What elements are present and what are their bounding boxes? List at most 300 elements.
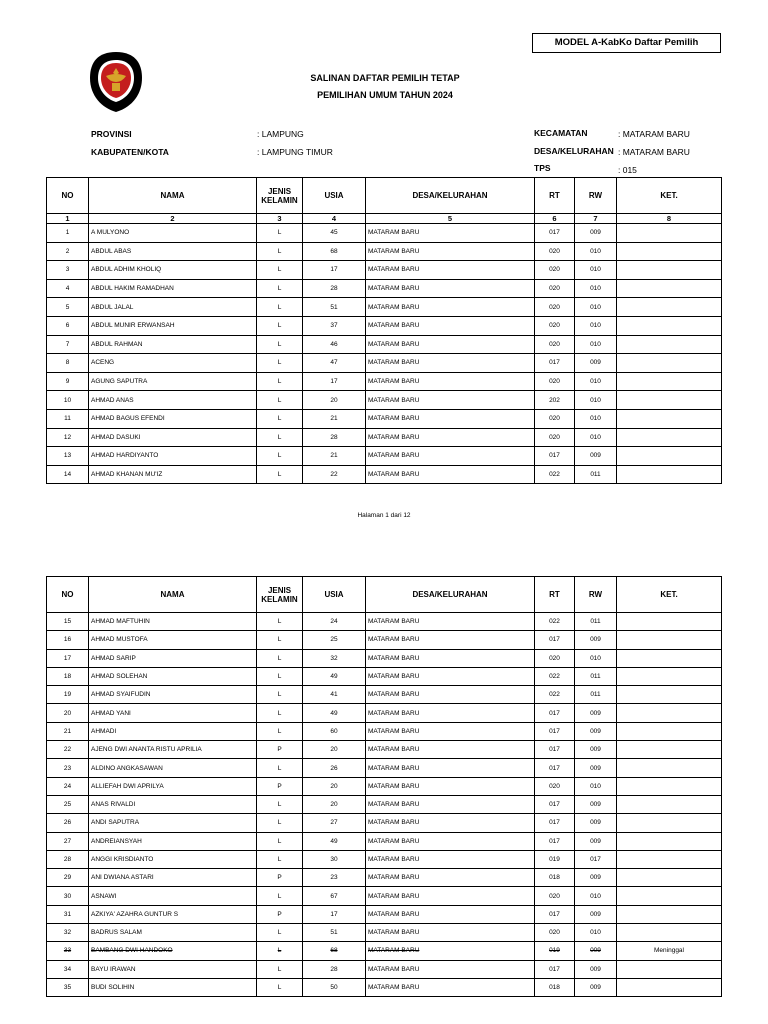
table-row: [47, 242, 722, 261]
table-row: [47, 261, 722, 280]
cell-rw: 010: [575, 242, 617, 261]
table-row: [47, 372, 722, 391]
cell-desa: MATARAM BARU: [366, 335, 535, 354]
cell-usia: 24: [303, 613, 366, 631]
cell-no: 35: [47, 978, 89, 996]
column-index: 6: [535, 214, 575, 224]
cell-desa: MATARAM BARU: [366, 465, 535, 484]
cell-jenis-kelamin: L: [257, 316, 303, 335]
cell-ket: [617, 428, 722, 447]
cell-usia: 49: [303, 832, 366, 850]
cell-nama: AHMAD ANAS: [89, 391, 257, 410]
cell-ket: [617, 279, 722, 298]
header-no: NO: [47, 178, 89, 214]
table-row: [47, 741, 722, 759]
cell-rt: 018: [535, 869, 575, 887]
cell-rt: 017: [535, 354, 575, 373]
header-desa: DESA/KELURAHAN: [366, 577, 535, 613]
cell-nama: AGUNG SAPUTRA: [89, 372, 257, 391]
kecamatan-label: KECAMATAN: [534, 128, 588, 138]
cell-nama: ANDI SAPUTRA: [89, 814, 257, 832]
cell-jenis-kelamin: L: [257, 465, 303, 484]
cell-nama: AHMAD DASUKI: [89, 428, 257, 447]
cell-rt: 022: [535, 465, 575, 484]
cell-usia: 17: [303, 905, 366, 923]
cell-rw: 009: [575, 942, 617, 960]
cell-nama: ABDUL RAHMAN: [89, 335, 257, 354]
cell-ket: [617, 613, 722, 631]
table-row: [47, 722, 722, 740]
cell-rt: 020: [535, 261, 575, 280]
cell-rt: 017: [535, 759, 575, 777]
table-row: [47, 960, 722, 978]
cell-rt: 022: [535, 613, 575, 631]
cell-nama: AHMADI: [89, 722, 257, 740]
cell-rt: 020: [535, 649, 575, 667]
cell-no: 31: [47, 905, 89, 923]
cell-rt: 018: [535, 978, 575, 996]
cell-no: 2: [47, 242, 89, 261]
cell-ket: [617, 667, 722, 685]
cell-rt: 017: [535, 722, 575, 740]
cell-rw: 010: [575, 428, 617, 447]
table-row: [47, 795, 722, 813]
cell-usia: 21: [303, 409, 366, 428]
cell-usia: 20: [303, 777, 366, 795]
table-row: [47, 814, 722, 832]
cell-usia: 21: [303, 447, 366, 466]
cell-ket: [617, 391, 722, 410]
cell-rw: 010: [575, 649, 617, 667]
cell-rw: 009: [575, 224, 617, 243]
cell-jenis-kelamin: L: [257, 722, 303, 740]
table-row: [47, 613, 722, 631]
cell-ket: [617, 261, 722, 280]
cell-ket: [617, 869, 722, 887]
cell-jenis-kelamin: L: [257, 795, 303, 813]
cell-rt: 020: [535, 372, 575, 391]
cell-jenis-kelamin: L: [257, 279, 303, 298]
cell-nama: AHMAD BAGUS EFENDI: [89, 409, 257, 428]
cell-ket: [617, 759, 722, 777]
header-desa: DESA/KELURAHAN: [366, 178, 535, 214]
cell-rt: 017: [535, 795, 575, 813]
cell-rt: 020: [535, 242, 575, 261]
cell-jenis-kelamin: L: [257, 686, 303, 704]
cell-desa: MATARAM BARU: [366, 649, 535, 667]
column-index: 5: [366, 214, 535, 224]
cell-no: 23: [47, 759, 89, 777]
cell-desa: MATARAM BARU: [366, 759, 535, 777]
cell-desa: MATARAM BARU: [366, 869, 535, 887]
cell-usia: 37: [303, 316, 366, 335]
cell-nama: BAMBANG DWI HANDOKO: [89, 942, 257, 960]
cell-rw: 009: [575, 759, 617, 777]
cell-no: 16: [47, 631, 89, 649]
cell-rt: 019: [535, 850, 575, 868]
cell-rw: 009: [575, 741, 617, 759]
cell-nama: ABDUL ABAS: [89, 242, 257, 261]
cell-nama: BAYU IRAWAN: [89, 960, 257, 978]
cell-desa: MATARAM BARU: [366, 832, 535, 850]
cell-no: 14: [47, 465, 89, 484]
cell-usia: 20: [303, 741, 366, 759]
cell-desa: MATARAM BARU: [366, 391, 535, 410]
cell-rw: 010: [575, 279, 617, 298]
cell-no: 5: [47, 298, 89, 317]
cell-desa: MATARAM BARU: [366, 428, 535, 447]
cell-ket: [617, 814, 722, 832]
cell-rw: 009: [575, 869, 617, 887]
cell-no: 7: [47, 335, 89, 354]
table-row: [47, 631, 722, 649]
cell-jenis-kelamin: L: [257, 409, 303, 428]
cell-jenis-kelamin: L: [257, 372, 303, 391]
cell-desa: MATARAM BARU: [366, 298, 535, 317]
table-row: [47, 391, 722, 410]
cell-desa: MATARAM BARU: [366, 261, 535, 280]
cell-usia: 28: [303, 279, 366, 298]
cell-ket: [617, 447, 722, 466]
cell-no: 18: [47, 667, 89, 685]
cell-rt: 202: [535, 391, 575, 410]
cell-desa: MATARAM BARU: [366, 686, 535, 704]
cell-nama: ALLIEFAH DWI APRILYA: [89, 777, 257, 795]
cell-rt: 020: [535, 887, 575, 905]
kabupaten-value: : LAMPUNG TIMUR: [257, 147, 333, 157]
cell-rw: 009: [575, 354, 617, 373]
cell-rt: 020: [535, 298, 575, 317]
cell-ket: [617, 905, 722, 923]
cell-nama: AHMAD YANI: [89, 704, 257, 722]
cell-nama: ABDUL JALAL: [89, 298, 257, 317]
cell-ket: [617, 409, 722, 428]
cell-usia: 26: [303, 759, 366, 777]
table-row: [47, 978, 722, 996]
cell-no: 20: [47, 704, 89, 722]
cell-no: 9: [47, 372, 89, 391]
cell-jenis-kelamin: L: [257, 978, 303, 996]
cell-ket: [617, 978, 722, 996]
cell-rt: 022: [535, 686, 575, 704]
model-label: MODEL A-KabKo Daftar Pemilih: [532, 33, 721, 53]
voter-table-page2: [46, 576, 722, 997]
table-row: [47, 428, 722, 447]
cell-no: 6: [47, 316, 89, 335]
cell-rw: 010: [575, 409, 617, 428]
cell-no: 27: [47, 832, 89, 850]
table-row: [47, 279, 722, 298]
cell-rw: 010: [575, 316, 617, 335]
table-row: [47, 905, 722, 923]
cell-jenis-kelamin: L: [257, 631, 303, 649]
cell-usia: 68: [303, 942, 366, 960]
table-row: [47, 686, 722, 704]
cell-desa: MATARAM BARU: [366, 850, 535, 868]
cell-desa: MATARAM BARU: [366, 447, 535, 466]
cell-rw: 009: [575, 795, 617, 813]
cell-jenis-kelamin: L: [257, 924, 303, 942]
cell-jenis-kelamin: L: [257, 832, 303, 850]
cell-rw: 011: [575, 667, 617, 685]
header-rt: RT: [535, 577, 575, 613]
voter-table-page1: [46, 177, 722, 484]
cell-no: 33: [47, 942, 89, 960]
table-row: [47, 298, 722, 317]
cell-rw: 010: [575, 924, 617, 942]
page-number: Halaman 1 dari 12: [357, 512, 411, 519]
cell-ket: [617, 372, 722, 391]
cell-rw: 010: [575, 372, 617, 391]
cell-rw: 009: [575, 722, 617, 740]
cell-rt: 017: [535, 741, 575, 759]
cell-rw: 017: [575, 850, 617, 868]
cell-rw: 010: [575, 391, 617, 410]
header-jenis-kelamin: JENIS KELAMIN: [257, 178, 303, 214]
cell-jenis-kelamin: L: [257, 242, 303, 261]
cell-rt: 020: [535, 335, 575, 354]
cell-desa: MATARAM BARU: [366, 924, 535, 942]
cell-jenis-kelamin: L: [257, 850, 303, 868]
cell-nama: ABDUL MUNIR ERWANSAH: [89, 316, 257, 335]
cell-no: 34: [47, 960, 89, 978]
cell-rw: 010: [575, 298, 617, 317]
cell-desa: MATARAM BARU: [366, 704, 535, 722]
cell-rw: 009: [575, 704, 617, 722]
cell-usia: 68: [303, 242, 366, 261]
cell-rw: 009: [575, 814, 617, 832]
cell-usia: 51: [303, 924, 366, 942]
kecamatan-value: : MATARAM BARU: [618, 129, 690, 139]
cell-usia: 25: [303, 631, 366, 649]
cell-no: 1: [47, 224, 89, 243]
cell-desa: MATARAM BARU: [366, 613, 535, 631]
cell-ket: Meninggal: [617, 942, 722, 960]
column-index: 1: [47, 214, 89, 224]
table-row: [47, 667, 722, 685]
cell-nama: AHMAD SOLEHAN: [89, 667, 257, 685]
cell-no: 4: [47, 279, 89, 298]
cell-rt: 017: [535, 905, 575, 923]
header-rw: RW: [575, 577, 617, 613]
cell-usia: 49: [303, 667, 366, 685]
cell-nama: AHMAD SYAIFUDIN: [89, 686, 257, 704]
cell-usia: 60: [303, 722, 366, 740]
cell-jenis-kelamin: L: [257, 447, 303, 466]
cell-no: 32: [47, 924, 89, 942]
cell-desa: MATARAM BARU: [366, 777, 535, 795]
cell-rt: 020: [535, 924, 575, 942]
table-row: [47, 354, 722, 373]
cell-ket: [617, 686, 722, 704]
cell-rt: 017: [535, 960, 575, 978]
tps-label: TPS: [534, 163, 551, 173]
kpu-logo-icon: [88, 50, 144, 114]
column-index-row: [47, 214, 722, 224]
column-index: 7: [575, 214, 617, 224]
cell-jenis-kelamin: L: [257, 391, 303, 410]
cell-rw: 009: [575, 960, 617, 978]
table-header: [47, 577, 722, 613]
cell-ket: [617, 960, 722, 978]
cell-usia: 20: [303, 391, 366, 410]
column-index: 8: [617, 214, 722, 224]
cell-ket: [617, 777, 722, 795]
cell-desa: MATARAM BARU: [366, 224, 535, 243]
table-row: [47, 924, 722, 942]
cell-ket: [617, 316, 722, 335]
cell-nama: AHMAD KHANAN MU'IZ: [89, 465, 257, 484]
column-index: 4: [303, 214, 366, 224]
cell-ket: [617, 649, 722, 667]
cell-nama: ACENG: [89, 354, 257, 373]
cell-rw: 009: [575, 631, 617, 649]
cell-desa: MATARAM BARU: [366, 242, 535, 261]
cell-nama: AHMAD MAFTUHIN: [89, 613, 257, 631]
cell-no: 30: [47, 887, 89, 905]
header-usia: USIA: [303, 577, 366, 613]
cell-desa: MATARAM BARU: [366, 942, 535, 960]
cell-desa: MATARAM BARU: [366, 978, 535, 996]
cell-jenis-kelamin: L: [257, 649, 303, 667]
cell-desa: MATARAM BARU: [366, 741, 535, 759]
provinsi-value: : LAMPUNG: [257, 129, 304, 139]
cell-jenis-kelamin: L: [257, 942, 303, 960]
cell-desa: MATARAM BARU: [366, 372, 535, 391]
cell-jenis-kelamin: L: [257, 335, 303, 354]
cell-usia: 41: [303, 686, 366, 704]
cell-desa: MATARAM BARU: [366, 279, 535, 298]
cell-no: 12: [47, 428, 89, 447]
cell-ket: [617, 335, 722, 354]
table-row: [47, 335, 722, 354]
cell-nama: ANDREIANSYAH: [89, 832, 257, 850]
header-rt: RT: [535, 178, 575, 214]
cell-nama: ABDUL HAKIM RAMADHAN: [89, 279, 257, 298]
table-row: [47, 316, 722, 335]
cell-rt: 017: [535, 224, 575, 243]
cell-desa: MATARAM BARU: [366, 354, 535, 373]
cell-jenis-kelamin: P: [257, 777, 303, 795]
cell-no: 11: [47, 409, 89, 428]
table-row: [47, 465, 722, 484]
cell-usia: 50: [303, 978, 366, 996]
header-ket: KET.: [617, 577, 722, 613]
cell-rt: 017: [535, 814, 575, 832]
cell-jenis-kelamin: L: [257, 354, 303, 373]
table-row: [47, 224, 722, 243]
cell-no: 22: [47, 741, 89, 759]
title-line1: SALINAN DAFTAR PEMILIH TETAP: [310, 73, 460, 83]
table-row: [47, 887, 722, 905]
cell-desa: MATARAM BARU: [366, 667, 535, 685]
cell-rt: 017: [535, 447, 575, 466]
cell-nama: ANGGI KRISDIANTO: [89, 850, 257, 868]
cell-ket: [617, 631, 722, 649]
cell-no: 17: [47, 649, 89, 667]
header-no: NO: [47, 577, 89, 613]
cell-usia: 17: [303, 261, 366, 280]
cell-jenis-kelamin: L: [257, 704, 303, 722]
cell-rt: 017: [535, 704, 575, 722]
cell-usia: 22: [303, 465, 366, 484]
table-row: [47, 832, 722, 850]
cell-ket: [617, 722, 722, 740]
cell-usia: 46: [303, 335, 366, 354]
cell-jenis-kelamin: P: [257, 905, 303, 923]
cell-rw: 010: [575, 887, 617, 905]
table-row: [47, 704, 722, 722]
cell-desa: MATARAM BARU: [366, 795, 535, 813]
cell-rw: 011: [575, 465, 617, 484]
cell-no: 3: [47, 261, 89, 280]
cell-desa: MATARAM BARU: [366, 316, 535, 335]
cell-no: 13: [47, 447, 89, 466]
cell-rw: 010: [575, 261, 617, 280]
cell-nama: A MULYONO: [89, 224, 257, 243]
cell-usia: 45: [303, 224, 366, 243]
cell-no: 15: [47, 613, 89, 631]
table-row: [47, 942, 722, 960]
header-ket: KET.: [617, 178, 722, 214]
cell-nama: AJENG DWI ANANTA RISTU APRILIA: [89, 741, 257, 759]
cell-jenis-kelamin: L: [257, 960, 303, 978]
cell-usia: 67: [303, 887, 366, 905]
cell-nama: ABDUL ADHIM KHOLIQ: [89, 261, 257, 280]
cell-usia: 17: [303, 372, 366, 391]
cell-nama: ANI DWIANA ASTARI: [89, 869, 257, 887]
cell-rw: 009: [575, 905, 617, 923]
cell-no: 29: [47, 869, 89, 887]
cell-rt: 020: [535, 279, 575, 298]
cell-ket: [617, 242, 722, 261]
table-row: [47, 869, 722, 887]
cell-ket: [617, 924, 722, 942]
cell-jenis-kelamin: L: [257, 814, 303, 832]
desa-label: DESA/KELURAHAN: [534, 146, 614, 156]
cell-ket: [617, 704, 722, 722]
header-usia: USIA: [303, 178, 366, 214]
cell-no: 8: [47, 354, 89, 373]
cell-no: 25: [47, 795, 89, 813]
cell-usia: 32: [303, 649, 366, 667]
desa-value: : MATARAM BARU: [618, 147, 690, 157]
cell-no: 19: [47, 686, 89, 704]
cell-rt: 020: [535, 316, 575, 335]
cell-ket: [617, 298, 722, 317]
cell-jenis-kelamin: L: [257, 613, 303, 631]
cell-usia: 23: [303, 869, 366, 887]
cell-jenis-kelamin: P: [257, 741, 303, 759]
column-index: 2: [89, 214, 257, 224]
header-nama: NAMA: [89, 178, 257, 214]
table-row: [47, 447, 722, 466]
cell-rw: 009: [575, 978, 617, 996]
kabupaten-label: KABUPATEN/KOTA: [91, 147, 169, 157]
cell-nama: AZKIYA' AZAHRA GUNTUR S: [89, 905, 257, 923]
cell-ket: [617, 887, 722, 905]
table-row: [47, 409, 722, 428]
cell-nama: AHMAD MUSTOFA: [89, 631, 257, 649]
cell-rw: 011: [575, 686, 617, 704]
cell-rw: 009: [575, 447, 617, 466]
cell-rt: 019: [535, 942, 575, 960]
cell-usia: 47: [303, 354, 366, 373]
cell-rt: 017: [535, 832, 575, 850]
cell-nama: ASNAWI: [89, 887, 257, 905]
cell-nama: ALDINO ANGKASAWAN: [89, 759, 257, 777]
cell-ket: [617, 795, 722, 813]
